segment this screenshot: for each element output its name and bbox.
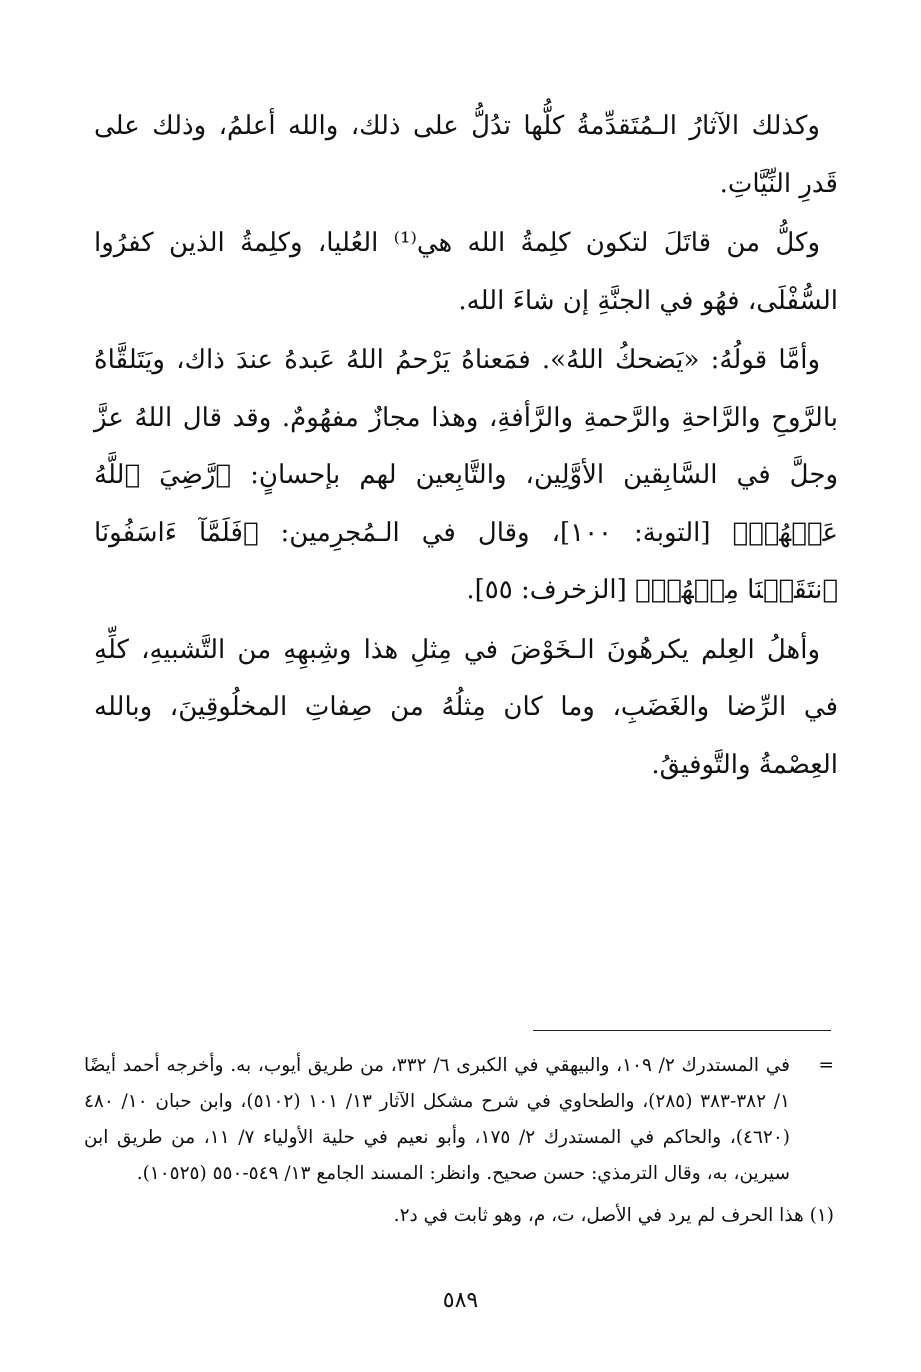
paragraph: وكذلك الآثارُ الـمُتَقدِّمةُ كلُّها تدُلُّ على ذلك، والله أعلمُ، وذلك على قَدرِ النِّيَّاتِ. <box>94 111 838 199</box>
footnote-continuation <box>84 1048 834 1192</box>
footnote-separator <box>533 1030 831 1031</box>
main-text <box>94 98 838 796</box>
continuation-marker: = <box>818 1055 834 1076</box>
paragraph: وأمَّا قولُهُ: «يَضحكُ اللهُ». فمَعناهُ يَرْحمُ اللهُ عَبدهُ عندَ ذاك، ويَتَلقَّاهُ بالرَّوحِ والرَّاحةِ والرَّحمةِ والرَّأفةِ، وهذا مجازٌ مفهُومٌ. وقد قال اللهُ عزَّ وجلَّ في السَّابِقين الأوَّلِين، والتَّابِعين لهم بإحسانٍ: ﴿رَّضِيَ ٱللَّهُ عَنۡهُمۡ﴾ [التوبة: ١٠٠]، وقال في الـمُجرِمين: ﴿فَلَمَّآ ءَاسَفُونَا ٱنتَقَمۡنَا مِنۡهُمۡ﴾ [الزخرف: ٥٥]. <box>94 345 838 605</box>
paragraph: وأهلُ العِلم يكرهُونَ الـخَوْضَ في مِثلِ هذا وشِبهِهِ من التَّشبيهِ، كلِّهِ في الرِّضا والغَضَبِ، وما كان مِثلُهُ من صِفاتِ المخلُوقِينَ، وبالله العِصْمةُ والتَّوفيقُ. <box>94 634 838 780</box>
paragraph: وكلُّ من قاتَلَ لتكون كلِمةُ الله هي⁽¹⁾ العُليا، وكلِمةُ الذين كفرُوا السُّفْلَى، فهُو في الجنَّةِ إن شاءَ الله. <box>94 228 838 316</box>
footnotes <box>84 1048 834 1234</box>
footnote-continuation-text: في المستدرك ٢/ ١٠٩، والبيهقي في الكبرى ٦/ ٣٣٢، من طريق أيوب، به. وأخرجه أحمد أيضًا ١/ ٣٨٢-٣٨٣ (٢٨٥)، والطحاوي في شرح مشكل الآثار ١٣/ ١٠١ (٥١٠٢)، وابن حبان ١٠/ ٤٨٠ (٤٦٢٠)، والحاكم في المستدرك ٢/ ١٧٥، وأبو نعيم في حلية الأولياء ٧/ ١١، من طريق ابن سيرين، به، وقال الترمذي: حسن صحيح. وانظر: المسند الجامع ١٣/ ٥٤٩-٥٥٠ (١٠٥٢٥). <box>84 1055 790 1184</box>
footnote-1: (١) هذا الحرف لم يرد في الأصل، ت، م، وهو ثابت في د٢. <box>393 1205 834 1226</box>
page-number: ٥٨٩ <box>442 1288 479 1313</box>
